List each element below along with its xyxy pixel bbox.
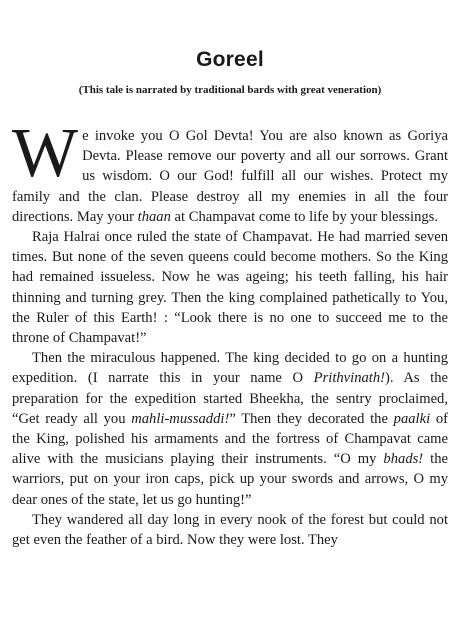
paragraph-3: Then the miraculous happened. The king decided to go on a hunting expedition. (I narrate this in your name O Prithvinath!). As the preparation for the expedition started Bheekha, the sentry proclaimed, “Get ready all you mahli-mussaddi!” Then they decorated the paalki of the King, polished his armaments and the fortress of Champavat came alive with the musicians playing their instruments. “O my bhads! the warriors, put on your iron caps, pick up your swords and arrows, O my dear ones of the state, let us go hunting!” [12,350,448,508]
chapter-subtitle: (This tale is narrated by traditional bards with great veneration) [78,84,382,96]
paragraph-2: Raja Halrai once ruled the state of Champavat. He had married seven times. But none of the seven queens could become mothers. So the King had remained issueless. Now he was ageing; his teeth falling, his hair thinning and turning grey. Then the king complained pathetically to You, the Ruler of this Earth! : “Look there is no one to succeed me to the throne of Champavat!” [12,229,448,347]
chapter-title: Goreel [196,48,264,71]
drop-cap: W [12,115,79,192]
paragraph-4: They wandered all day long in every nook of the forest but could not get even the feather of a bird. Now they were lost. They [12,511,448,549]
chapter-body [12,115,448,550]
paragraph-1: We invoke you O Gol Devta! You are also known as Goriya Devta. Please remove our poverty and all our sorrows. Grant us wisdom. O our God! fulfill all our wishes. Protect my family and the clan. Please destroy all my enemies in all the four directions. May your thaan at Champavat come to life by your blessings. [12,115,448,225]
